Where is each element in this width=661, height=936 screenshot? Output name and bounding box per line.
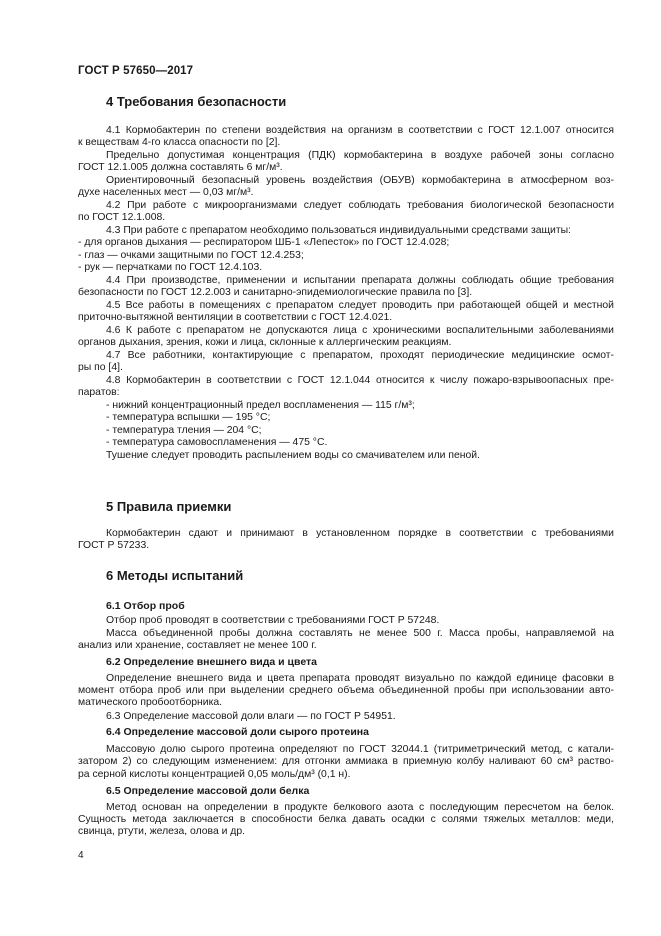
page-number: 4 (78, 850, 84, 861)
paragraph-line: безопасности по ГОСТ 12.2.003 и санитарно-эпидемиологические правила по [3]. (78, 287, 473, 298)
subsection-6-2-title: 6.2 Определение внешнего вида и цвета (106, 656, 317, 668)
paragraph-line: духе населенных мест — 0,03 мг/м³. (78, 187, 254, 198)
paragraph-line: приточно-вытяжной вентиляции в соответствии с ГОСТ 12.4.021. (78, 312, 393, 323)
paragraph-line: 4.6 К работе с препаратом не допускаются лица с хроническими воспалительными заболеваниями (106, 325, 614, 336)
paragraph-line: ГОСТ Р 57233. (78, 540, 150, 551)
paragraph-line: затором 2) со следующим изменением: для отгонки аммиака в приемную колбу наливают 60 см³ раство- (78, 756, 614, 767)
paragraph-line: анализ или хранение, составляет не менее 100 г. (78, 640, 317, 651)
subsection-6-1-title: 6.1 Отбор проб (106, 600, 185, 612)
paragraph-line: 4.5 Все работы в помещениях с препаратом следует проводить при работающей общей и местной (106, 300, 614, 311)
paragraph-line: 4.8 Кормобактерин в соответствии с ГОСТ 12.1.044 относится к числу пожаро-взрывоопасных пре- (106, 375, 614, 386)
paragraph-line: Сущность метода заключается в способности белка давать осадки с солями тяжелых металлов: меди, (78, 814, 614, 825)
list-item: - температура самовоспламенения — 475 °C. (106, 437, 328, 448)
paragraph-line: 4.3 При работе с препаратом необходимо пользоваться индивидуальными средствами защиты: (106, 225, 571, 236)
list-item: - глаз — очками защитными по ГОСТ 12.4.253; (78, 250, 304, 261)
subsection-6-4-title: 6.4 Определение массовой доли сырого протеина (106, 726, 369, 738)
paragraph-line: 4.2 При работе с микроорганизмами следует соблюдать требования биологической безопасности (106, 200, 614, 211)
paragraph-line: по ГОСТ 12.1.008. (78, 212, 166, 223)
paragraph-line: Определение внешнего вида и цвета препарата проводят визуально по каждой единице фасовки в (106, 673, 614, 684)
paragraph-line: 4.7 Все работники, контактирующие с препаратом, проходят периодические медицинские осмот- (106, 350, 614, 361)
section-4-title: 4 Требования безопасности (106, 94, 287, 109)
paragraph-line: Предельно допустимая концентрация (ПДК) кормобактерина в воздухе рабочей зоны согласно (106, 150, 614, 161)
paragraph-line: ра серной кислоты концентрацией 0,05 моль/дм³ (0,1 н). (78, 769, 351, 780)
paragraph-line: ГОСТ 12.1.005 должна составлять 6 мг/м³. (78, 162, 283, 173)
paragraph-line: Ориентировочный безопасный уровень воздействия (ОБУВ) кормобактерина в атмосферном воз- (106, 175, 614, 186)
paragraph-line: Тушение следует проводить распылением воды со смачивателем или пеной. (106, 450, 480, 461)
paragraph-line: 4.4 При производстве, применении и испытании препарата должны соблюдать общие требования (106, 275, 614, 286)
paragraph-line: 4.1 Кормобактерин по степени воздействия на организм в соответствии с ГОСТ 12.1.007 относится (106, 125, 614, 136)
paragraph-line: свинца, ртути, железа, олова и др. (78, 826, 246, 837)
section-5-title: 5 Правила приемки (106, 499, 232, 514)
paragraph-line: ры по [4]. (78, 362, 123, 373)
paragraph-line: матического пробоотборника. (78, 697, 223, 708)
paragraph-line: Кормобактерин сдают и принимают в установленном порядке в соответствии с требованиями (106, 528, 614, 539)
paragraph-line: паратов: (78, 387, 120, 398)
section-6-title: 6 Методы испытаний (106, 568, 244, 583)
paragraph-line: Массовую долю сырого протеина определяют по ГОСТ 32044.1 (титриметрический метод, с катали- (106, 744, 614, 755)
subsection-6-5-title: 6.5 Определение массовой доли белка (106, 785, 310, 797)
list-item: - температура вспышки — 195 °C; (106, 412, 271, 423)
list-item: - нижний концентрационный предел воспламенения — 115 г/м³; (106, 400, 415, 411)
paragraph-line: Метод основан на определении в продукте белкового азота с последующим пересчетом на белок. (106, 802, 614, 813)
list-item: - температура тления — 204 °C; (106, 425, 262, 436)
paragraph-line: органов дыхания, зрения, кожи и лица, склонные к аллергическим реакциям. (78, 337, 452, 348)
paragraph-line: Масса объединенной пробы должна составлять не менее 500 г. Масса пробы, направляемой на (106, 628, 614, 639)
paragraph-line: 6.3 Определение массовой доли влаги — по ГОСТ Р 54951. (106, 711, 396, 722)
list-item: - для органов дыхания — респиратором ШБ-1 «Лепесток» по ГОСТ 12.4.028; (78, 237, 450, 248)
standard-code: ГОСТ Р 57650—2017 (78, 65, 194, 77)
paragraph-line: момент отбора проб или при выделении среднего объема объединенной пробы при использовании авто- (78, 685, 614, 696)
paragraph-line: Отбор проб проводят в соответствии с требованиями ГОСТ Р 57248. (106, 615, 440, 626)
paragraph-line: к веществам 4-го класса опасности по [2]. (78, 137, 281, 148)
list-item: - рук — перчатками по ГОСТ 12.4.103. (78, 262, 263, 273)
